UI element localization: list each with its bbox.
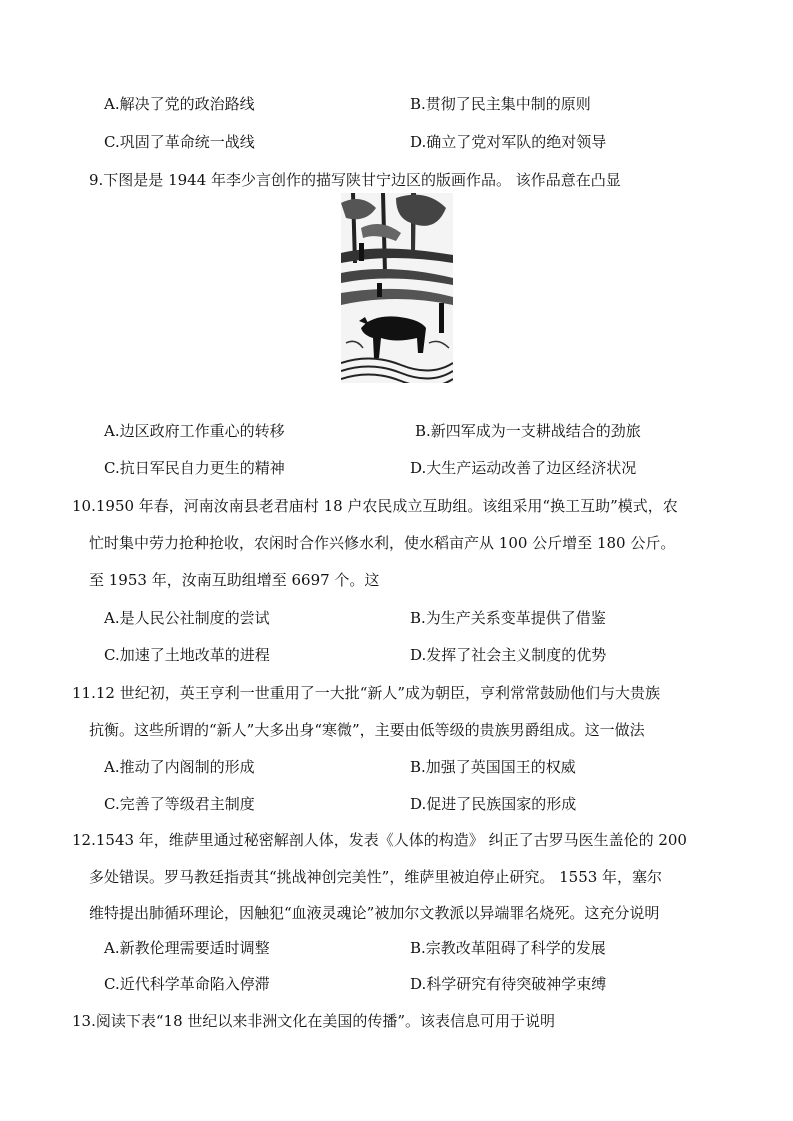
q12-option-b: B.宗教改革阻碍了科学的发展 (410, 939, 606, 957)
q9-option-a: A.边区政府工作重心的转移 (104, 422, 285, 440)
q8-option-b: B.贯彻了民主集中制的原则 (410, 95, 591, 113)
q11-option-d: D.促进了民族国家的形成 (410, 795, 577, 813)
q8-option-d: D.确立了党对军队的绝对领导 (410, 133, 607, 151)
q11-stem-line-1: 11.12 世纪初，英王亨利一世重用了一大批“新人”成为朝臣，亨利常常鼓励他们与大贵族 (72, 684, 661, 702)
q9-option-c: C.抗日军民自力更生的精神 (104, 459, 285, 477)
q11-option-b: B.加强了英国国王的权威 (410, 758, 576, 776)
q10-stem-line-3: 至 1953 年，汝南互助组增至 6697 个。这 (89, 571, 380, 589)
q10-option-c: C.加速了土地改革的进程 (104, 646, 270, 664)
q8-option-c: C.巩固了革命统一战线 (104, 133, 255, 151)
q12-stem-line-2: 多处错误。罗马教廷指责其“挑战神创完美性”，维萨里被迫停止研究。 1553 年，塞尔 (89, 868, 663, 886)
q9-option-b: B.新四军成为一支耕战结合的劲旅 (415, 422, 641, 440)
q9-stem: 9.下图是是 1944 年李少言创作的描写陕甘宁边区的版画作品。 该作品意在凸显 (89, 171, 621, 189)
q12-option-d: D.科学研究有待突破神学束缚 (410, 975, 607, 993)
q8-option-a: A.解决了党的政治路线 (104, 95, 255, 113)
q11-option-c: C.完善了等级君主制度 (104, 795, 255, 813)
q10-stem-line-1: 10.1950 年春，河南汝南县老君庙村 18 户农民成立互助组。该组采用“换工互助”模式，农 (72, 497, 678, 515)
woodcut-print-image (341, 193, 453, 383)
q12-stem-line-1: 12.1543 年，维萨里通过秘密解剖人体，发表《人体的构造》 纠正了古罗马医生盖伦的 200 (72, 831, 687, 849)
q11-stem-line-2: 抗衡。这些所谓的“新人”大多出身“寒微”，主要由低等级的贵族男爵组成。这一做法 (89, 721, 645, 739)
q13-stem: 13.阅读下表“18 世纪以来非洲文化在美国的传播”。该表信息可用于说明 (72, 1012, 556, 1030)
q10-stem-line-2: 忙时集中劳力抢种抢收，农闲时合作兴修水利，使水稻亩产从 100 公斤增至 180 公斤。 (89, 534, 676, 552)
q11-option-a: A.推动了内阁制的形成 (104, 758, 255, 776)
q10-option-d: D.发挥了社会主义制度的优势 (410, 646, 607, 664)
q10-option-a: A.是人民公社制度的尝试 (104, 609, 270, 627)
q12-option-c: C.近代科学革命陷入停滞 (104, 975, 270, 993)
q10-option-b: B.为生产关系变革提供了借鉴 (410, 609, 606, 627)
q12-option-a: A.新教伦理需要适时调整 (104, 939, 270, 957)
q9-option-d: D.大生产运动改善了边区经济状况 (410, 459, 637, 477)
q12-stem-line-3: 维特提出肺循环理论，因触犯“血液灵魂论”被加尔文教派以异端罪名烧死。这充分说明 (89, 904, 660, 922)
